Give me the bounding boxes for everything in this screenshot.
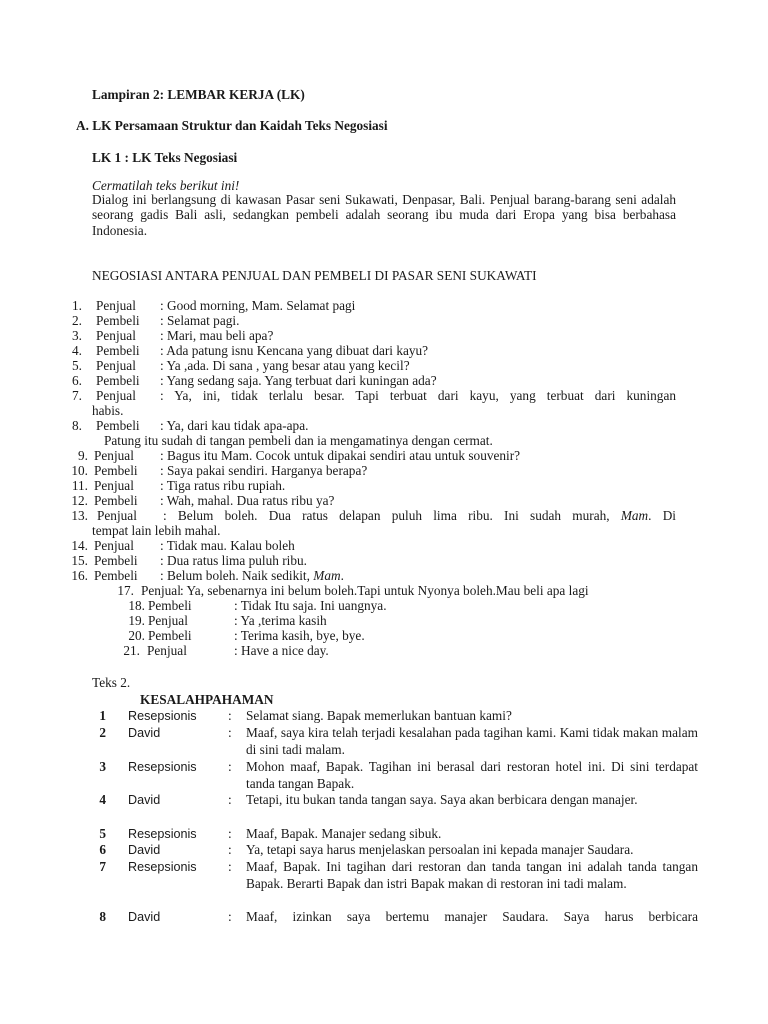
dialog1-speaker: Penjual <box>94 448 134 463</box>
dialog1-line-number: 18. <box>128 598 145 613</box>
utterance-text: : Mari, mau beli apa? <box>160 328 274 343</box>
dialog1-speaker: Penjual <box>96 298 136 313</box>
teks2-speaker: David <box>128 726 161 740</box>
teks2-line-number: 6 <box>99 842 106 857</box>
utterance-text: : Bagus itu Mam. Cocok untuk dipakai sendiri atau untuk souvenir? <box>160 448 521 463</box>
dialog1-utterance <box>160 478 285 493</box>
teks2-utterance: Ya, tetapi saya harus menjelaskan persoalan ini kepada manajer Saudara. <box>246 842 634 857</box>
dialog1-line-number: 15. <box>71 553 88 568</box>
teks2-line-number: 7 <box>99 859 106 874</box>
lk1-heading: LK 1 : LK Teks Negosiasi <box>92 150 238 165</box>
dialog1-speaker: Pembeli <box>94 553 138 568</box>
dialog1-utterance <box>234 598 387 613</box>
dialog1-utterance <box>160 358 410 373</box>
teks2-utterance: Maaf, saya kira telah terjadi kesalahan pada tagihan kami. Kami tidak makan malam di sini tadi malam. <box>246 725 698 757</box>
dialog1-line-number: 7. <box>72 388 82 403</box>
dialog1-line-number: 21. <box>123 643 140 658</box>
dialog1-line-number: 1. <box>72 298 82 313</box>
teks2-line-number: 4 <box>99 792 106 807</box>
teks2-line-number: 5 <box>99 826 106 841</box>
utterance-italic: Mam <box>620 508 649 523</box>
dialog1-speaker: Penjual <box>94 538 134 553</box>
utterance-text: : Terima kasih, bye, bye. <box>234 628 365 643</box>
utterance-text: : Tidak Itu saja. Ini uangnya. <box>234 598 387 613</box>
lampiran-heading: Lampiran 2: LEMBAR KERJA (LK) <box>92 87 305 102</box>
utterance-text: : Ya ,ada. Di sana , yang besar atau yang kecil? <box>160 358 410 373</box>
utterance-text: : Selamat pagi. <box>160 313 240 328</box>
teks2-speaker: Resepsionis <box>128 760 197 774</box>
dialog1-utterance <box>234 628 365 643</box>
teks2-utterance: Maaf, Bapak. Ini tagihan dari restoran dan tanda tangan ini adalah tanda tangan Bapak. Berarti Bapak dan istri Bapak makan di restoran ini tadi malam. <box>246 859 698 891</box>
dialog1-utterance <box>160 538 295 553</box>
teks2-colon: : <box>228 725 232 740</box>
instruction-text: Cermatilah teks berikut ini! <box>92 178 240 193</box>
teks2-colon: : <box>228 859 232 874</box>
teks2-utterance: Tetapi, itu bukan tanda tangan saya. Saya akan berbicara dengan manajer. <box>246 792 638 807</box>
dialog1-utterance <box>160 343 428 358</box>
teks2-line-number: 3 <box>99 759 106 774</box>
dialog1-speaker: Pembeli <box>94 568 138 583</box>
teks2-colon: : <box>228 708 232 723</box>
teks2-speaker: Resepsionis <box>128 827 197 841</box>
utterance-text: : Ya, sebenarnya ini belum boleh.Tapi untuk Nyonya boleh.Mau beli apa lagi <box>180 583 589 598</box>
teks2-line-number: 8 <box>99 909 106 924</box>
dialog1-line-number: 8. <box>72 418 82 433</box>
dialog1-line-number: 5. <box>72 358 82 373</box>
dialog1-speaker: Penjual <box>96 328 136 343</box>
utterance-text: : Tiga ratus ribu rupiah. <box>160 478 286 493</box>
teks2-colon: : <box>228 792 232 807</box>
dialog1-utterance <box>160 298 355 313</box>
dialog1-line-number: 11. <box>71 478 88 493</box>
utterance-text: : Tidak mau. Kalau boleh <box>160 538 295 553</box>
utterance-text: : Ya, ini, tidak terlalu besar. Tapi terbuat dari kayu, yang terbuat dari kuningan <box>160 388 676 403</box>
utterance-text: : Belum boleh. Dua ratus delapan puluh lima ribu. Ini sudah murah, <box>163 508 610 523</box>
utterance-text: : Belum boleh. Naik sedikit, <box>160 568 310 583</box>
dialog1-speaker: Penjual <box>96 358 136 373</box>
dialog1-line-number: 6. <box>72 373 82 388</box>
utterance-text: : Ya ,terima kasih <box>234 613 327 628</box>
dialog1-speaker: Penjual <box>94 478 134 493</box>
teks2-speaker: Resepsionis <box>128 860 197 874</box>
intro-paragraph: Dialog ini berlangsung di kawasan Pasar seni Sukawati, Denpasar, Bali. Penjual barang-barang seni adalah seorang gadis Bali asli, sedangkan pembeli adalah seorang ibu muda dari Eropa yang bisa berbahasa Indonesia. <box>92 192 676 238</box>
dialog1-speaker: Pembeli <box>94 493 138 508</box>
dialog1-utterance <box>160 418 308 433</box>
utterance-text: : Saya pakai sendiri. Harganya berapa? <box>160 463 368 478</box>
utterance-tail: . <box>340 568 344 583</box>
teks2-utterance: Selamat siang. Bapak memerlukan bantuan kami? <box>246 708 512 723</box>
utterance-text: : Ya, dari kau tidak apa-apa. <box>160 418 309 433</box>
teks2-label: Teks 2. <box>92 675 131 690</box>
dialog1-utterance-continuation: habis. <box>92 403 124 418</box>
dialog1-line-number: 2. <box>72 313 82 328</box>
dialog1-utterance <box>160 313 239 328</box>
dialog1-utterance <box>160 463 367 478</box>
dialog1-line-number: 13. <box>71 508 88 523</box>
dialog1-speaker: Penjual <box>141 583 181 598</box>
dialog1-utterance <box>160 388 676 403</box>
dialog1-speaker: Pembeli <box>96 313 140 328</box>
dialog1-line-number: 12. <box>71 493 88 508</box>
dialog1-speaker: Penjual <box>96 388 136 403</box>
dialog1-utterance <box>180 583 589 598</box>
dialog1-speaker: Penjual <box>148 613 188 628</box>
dialog1-speaker: Pembeli <box>96 373 140 388</box>
teks2-utterance: Mohon maaf, Bapak. Tagihan ini berasal dari restoran hotel ini. Di sini terdapat tanda tangan Bapak. <box>246 759 698 791</box>
section-a-heading: A. LK Persamaan Struktur dan Kaidah Teks Negosiasi <box>76 118 388 133</box>
utterance-text: : Ada patung isnu Kencana yang dibuat dari kayu? <box>160 343 429 358</box>
dialog1-speaker: Penjual <box>97 508 137 523</box>
dialog1-line-number: 3. <box>72 328 82 343</box>
teks2-speaker: David <box>128 843 161 857</box>
dialog1-line-number: 17. <box>117 583 134 598</box>
teks2-title: KESALAHPAHAMAN <box>140 692 274 707</box>
dialog1-speaker: Penjual <box>147 643 187 658</box>
dialog1-line-number: 14. <box>71 538 88 553</box>
dialog1-speaker: Pembeli <box>148 598 192 613</box>
dialog1-utterance <box>160 568 344 583</box>
teks2-speaker: Resepsionis <box>128 709 197 723</box>
teks2-colon: : <box>228 826 232 841</box>
dialog1-utterance <box>234 643 329 658</box>
dialog1-line-number: 10. <box>71 463 88 478</box>
utterance-text: : Dua ratus lima puluh ribu. <box>160 553 307 568</box>
utterance-italic: Mam <box>313 568 341 583</box>
dialog1-line-number: 9. <box>78 448 88 463</box>
dialog1-speaker: Pembeli <box>148 628 192 643</box>
teks2-speaker: David <box>128 793 161 807</box>
teks2-line-number: 2 <box>99 725 106 740</box>
dialog1-line-number: 16. <box>71 568 88 583</box>
dialog1-utterance <box>163 508 676 523</box>
teks2-speaker: David <box>128 910 161 924</box>
teks2-utterance: Maaf, Bapak. Manajer sedang sibuk. <box>246 826 442 841</box>
teks2-colon: : <box>228 909 232 924</box>
dialog1-utterance <box>160 553 307 568</box>
teks2-line-number: 1 <box>99 708 106 723</box>
dialog1-speaker: Pembeli <box>94 463 138 478</box>
dialog1-utterance <box>160 373 437 388</box>
utterance-text: : Wah, mahal. Dua ratus ribu ya? <box>160 493 335 508</box>
dialog1-line-number: 20. <box>128 628 145 643</box>
utterance-text: : Yang sedang saja. Yang terbuat dari kuningan ada? <box>160 373 437 388</box>
dialog1-speaker: Pembeli <box>96 343 140 358</box>
dialog1-narration: Patung itu sudah di tangan pembeli dan ia mengamatinya dengan cermat. <box>104 433 493 448</box>
utterance-text: : Good morning, Mam. Selamat pagi <box>160 298 356 313</box>
teks2-utterance: Maaf, izinkan saya bertemu manajer Saudara. Saya harus berbicara <box>246 909 698 924</box>
dialog1-utterance-continuation: tempat lain lebih mahal. <box>92 523 221 538</box>
dialog1-speaker: Pembeli <box>96 418 140 433</box>
teks2-colon: : <box>228 759 232 774</box>
dialog1-utterance <box>160 328 273 343</box>
utterance-text: : Have a nice day. <box>234 643 329 658</box>
teks2-colon: : <box>228 842 232 857</box>
dialog1-line-number: 4. <box>72 343 82 358</box>
dialog1-line-number: 19. <box>128 613 145 628</box>
utterance-tail: . Di <box>648 508 676 523</box>
dialog1-title: NEGOSIASI ANTARA PENJUAL DAN PEMBELI DI PASAR SENI SUKAWATI <box>92 268 537 283</box>
dialog1-utterance <box>160 493 334 508</box>
dialog1-utterance <box>234 613 327 628</box>
dialog1-utterance <box>160 448 520 463</box>
